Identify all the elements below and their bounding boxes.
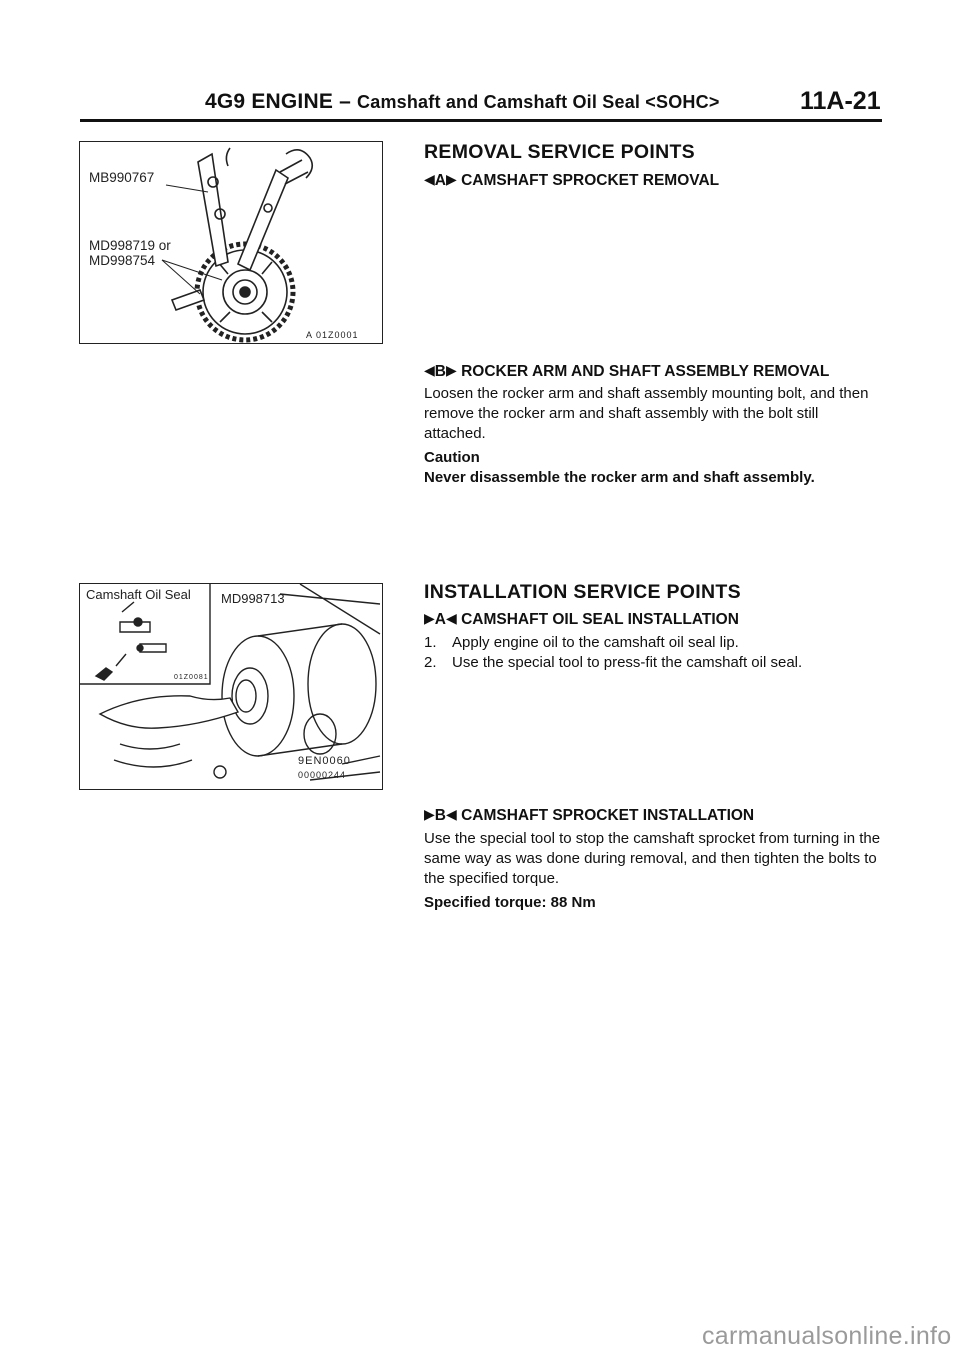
label-camshaft-oil-seal: Camshaft Oil Seal — [86, 587, 191, 602]
marker-right-icon: ◀ — [445, 806, 457, 822]
install-step — [424, 634, 884, 651]
figure-sprocket-removal — [79, 141, 383, 344]
page-number: 11A-21 — [800, 87, 881, 115]
marker-right-icon: ◀ — [445, 610, 457, 626]
figure2-code-1: 9EN0060 — [298, 755, 351, 767]
item-title: CAMSHAFT SPROCKET REMOVAL — [461, 172, 720, 189]
install-step — [424, 654, 884, 671]
marker-left-icon: ◀ — [424, 362, 435, 378]
tool-label-mb990767: MB990767 — [89, 170, 155, 185]
item-letter: A — [434, 172, 446, 189]
page-title — [205, 90, 720, 114]
item-title: ROCKER ARM AND SHAFT ASSEMBLY REMOVAL — [461, 363, 830, 380]
item-letter: B — [434, 807, 446, 824]
specified-torque: Specified torque: 88 Nm — [424, 894, 596, 911]
marker-left-icon: ▶ — [424, 610, 435, 626]
figure2-inset-code: 01Z0081 — [174, 674, 209, 681]
figure2-code-2: 00000244 — [298, 770, 347, 780]
installation-item-a — [424, 610, 739, 629]
step-number: 2. — [424, 654, 437, 671]
step-text: Use the special tool to press-fit the camshaft oil seal. — [452, 654, 803, 671]
step-number: 1. — [424, 634, 437, 651]
tool-label-md998719: MD998719 or — [89, 238, 171, 253]
installation-heading: INSTALLATION SERVICE POINTS — [424, 581, 741, 603]
removal-item-b — [424, 362, 829, 381]
tool-label-md998754: MD998754 — [89, 253, 156, 268]
item-letter: B — [434, 363, 446, 380]
figure-oil-seal-installation — [79, 583, 383, 790]
footer-watermark: carmanualsonline.info — [702, 1322, 952, 1350]
title-dash: – — [339, 90, 351, 113]
caution-label: Caution — [424, 449, 480, 466]
engine-label: 4G9 ENGINE — [205, 90, 334, 113]
item-letter: A — [434, 611, 446, 628]
item-title: CAMSHAFT SPROCKET INSTALLATION — [461, 807, 755, 824]
step-text: Apply engine oil to the camshaft oil seal lip. — [452, 634, 739, 651]
marker-left-icon: ▶ — [424, 806, 435, 822]
installation-item-b — [424, 806, 754, 825]
tool-label-md998713: MD998713 — [221, 591, 285, 606]
item-title: CAMSHAFT OIL SEAL INSTALLATION — [461, 611, 739, 628]
installation-b-body: Use the special tool to stop the camshaft sprocket from turning in the same way as was done during removal, and then tighten the bolts to the specified torque. — [424, 830, 881, 887]
removal-item-a — [424, 171, 719, 190]
marker-left-icon: ◀ — [424, 171, 435, 187]
figure1-code: A 01Z0001 — [306, 330, 359, 340]
removal-heading: REMOVAL SERVICE POINTS — [424, 141, 695, 163]
page-subtitle: Camshaft and Camshaft Oil Seal <SOHC> — [357, 92, 720, 112]
page-header — [0, 87, 960, 122]
marker-right-icon: ▶ — [445, 362, 457, 378]
header-rule — [80, 119, 882, 122]
marker-right-icon: ▶ — [445, 171, 457, 187]
removal-b-body: Loosen the rocker arm and shaft assembly mounting bolt, and then remove the rocker arm and shaft assembly with the bolt still attached. — [424, 385, 869, 442]
caution-text: Never disassemble the rocker arm and shaft assembly. — [424, 469, 815, 486]
